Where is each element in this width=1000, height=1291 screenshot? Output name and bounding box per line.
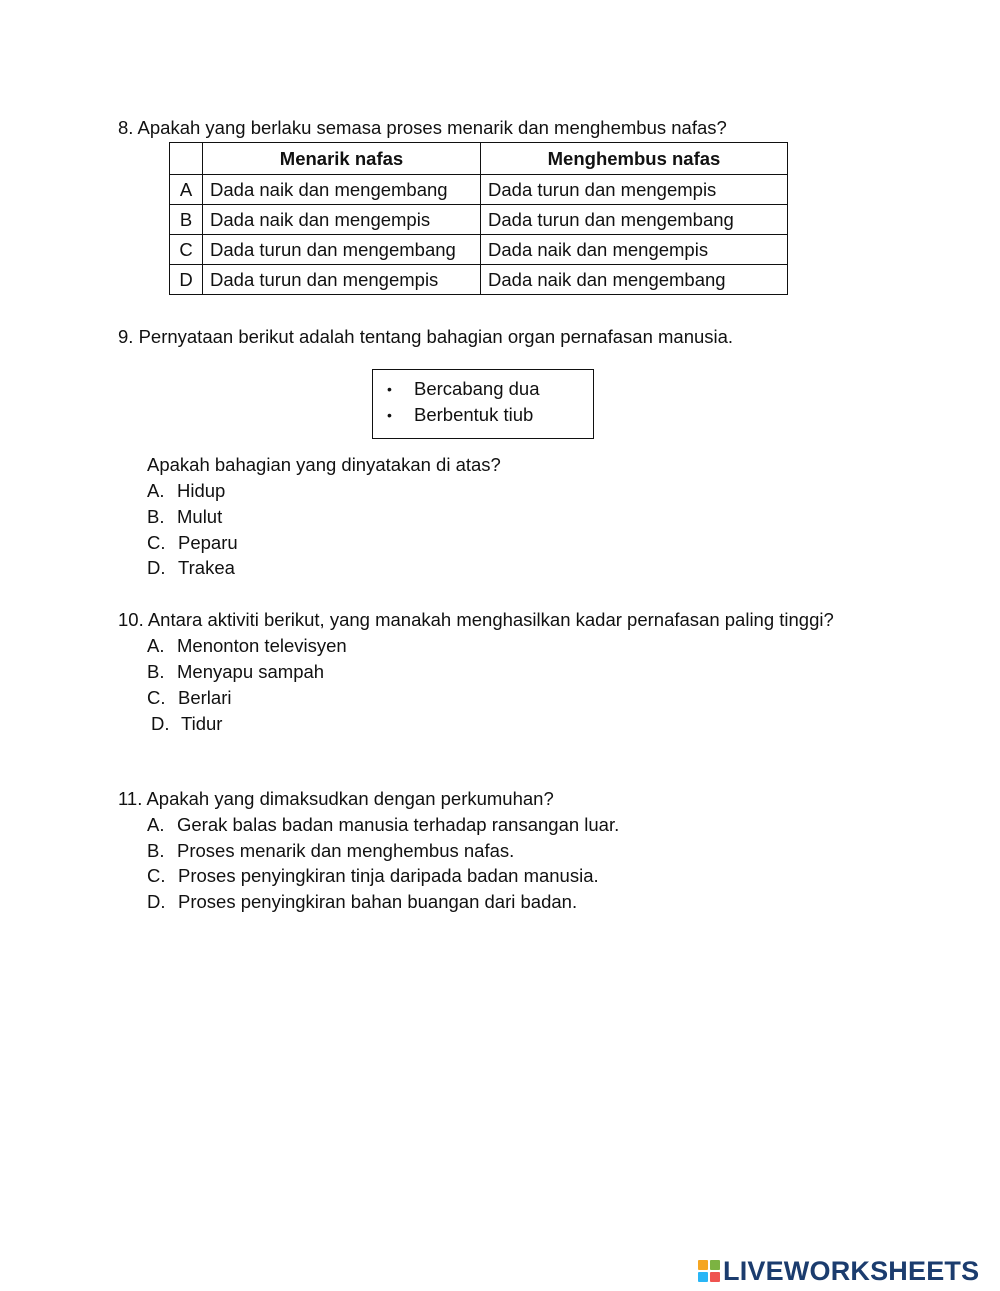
table-header-row xyxy=(170,143,788,175)
option-letter: A. xyxy=(147,480,165,501)
table-cell-inhale: Dada turun dan mengempis xyxy=(203,265,481,295)
question-9-prompt: Apakah bahagian yang dinyatakan di atas? xyxy=(147,454,501,475)
logo-text: LIVEWORKSHEETS xyxy=(723,1256,980,1286)
option-letter: A. xyxy=(147,635,165,656)
option-text: Proses penyingkiran tinja daripada badan manusia. xyxy=(178,865,599,886)
option-text: Mulut xyxy=(177,506,223,527)
option-letter: C. xyxy=(147,532,166,553)
table-cell-exhale: Dada naik dan mengembang xyxy=(481,265,788,295)
table-row xyxy=(170,265,788,295)
option-text: Gerak balas badan manusia terhadap ransangan luar. xyxy=(177,814,620,835)
table-cell-letter: C xyxy=(170,235,203,265)
option-text: Berlari xyxy=(178,687,232,708)
answer-option[interactable] xyxy=(147,687,231,709)
table-header-inhale: Menarik nafas xyxy=(203,143,481,175)
option-text: Trakea xyxy=(178,557,235,578)
table-cell-letter: D xyxy=(170,265,203,295)
option-text: Peparu xyxy=(178,532,238,553)
bullet-icon: • xyxy=(387,407,392,423)
table-cell-inhale: Dada naik dan mengempis xyxy=(203,205,481,235)
answer-option[interactable] xyxy=(147,891,577,913)
option-letter: A. xyxy=(147,814,165,835)
statement-text: Berbentuk tiub xyxy=(414,404,534,425)
option-text: Hidup xyxy=(177,480,226,501)
option-text: Proses penyingkiran bahan buangan dari badan. xyxy=(178,891,578,912)
option-text: Menyapu sampah xyxy=(177,661,325,682)
answer-option[interactable] xyxy=(147,532,238,554)
answer-option[interactable] xyxy=(147,506,222,528)
option-text: Proses menarik dan menghembus nafas. xyxy=(177,840,515,861)
answer-option[interactable] xyxy=(147,840,514,862)
bullet-icon: • xyxy=(387,381,392,397)
logo-blocks-icon xyxy=(698,1260,720,1282)
option-letter: D. xyxy=(147,557,166,578)
option-letter: D. xyxy=(151,713,170,734)
question-9-text: 9. Pernyataan berikut adalah tentang bahagian organ pernafasan manusia. xyxy=(118,326,734,347)
statement-item xyxy=(387,404,533,426)
table-header-blank xyxy=(170,143,203,175)
option-letter: B. xyxy=(147,661,165,682)
table-cell-exhale: Dada turun dan mengembang xyxy=(481,205,788,235)
question-8-text: 8. Apakah yang berlaku semasa proses menarik dan menghembus nafas? xyxy=(118,117,727,138)
option-letter: D. xyxy=(147,891,166,912)
answer-option[interactable] xyxy=(147,480,225,502)
option-text: Menonton televisyen xyxy=(177,635,347,656)
table-header-exhale: Menghembus nafas xyxy=(481,143,788,175)
answer-option[interactable] xyxy=(147,865,599,887)
option-letter: C. xyxy=(147,687,166,708)
statement-box xyxy=(372,369,594,439)
answer-option[interactable] xyxy=(147,661,324,683)
question-11-text: 11. Apakah yang dimaksudkan dengan perkumuhan? xyxy=(118,788,554,809)
table-cell-letter: B xyxy=(170,205,203,235)
option-text: Tidur xyxy=(181,713,223,734)
table-row xyxy=(170,175,788,205)
question-10-text: 10. Antara aktiviti berikut, yang manakah menghasilkan kadar pernafasan paling tinggi? xyxy=(118,609,834,630)
option-letter: B. xyxy=(147,840,165,861)
table-cell-inhale: Dada naik dan mengembang xyxy=(203,175,481,205)
table-cell-inhale: Dada turun dan mengembang xyxy=(203,235,481,265)
table-row xyxy=(170,205,788,235)
answer-option[interactable] xyxy=(151,713,222,735)
option-letter: B. xyxy=(147,506,165,527)
table-cell-exhale: Dada turun dan mengempis xyxy=(481,175,788,205)
table-cell-exhale: Dada naik dan mengempis xyxy=(481,235,788,265)
statement-text: Bercabang dua xyxy=(414,378,540,399)
answer-option[interactable] xyxy=(147,635,347,657)
answer-option[interactable] xyxy=(147,557,235,579)
table-cell-letter: A xyxy=(170,175,203,205)
question-8-table xyxy=(169,142,788,295)
option-letter: C. xyxy=(147,865,166,886)
statement-item xyxy=(387,378,540,400)
table-row xyxy=(170,235,788,265)
answer-option[interactable] xyxy=(147,814,619,836)
